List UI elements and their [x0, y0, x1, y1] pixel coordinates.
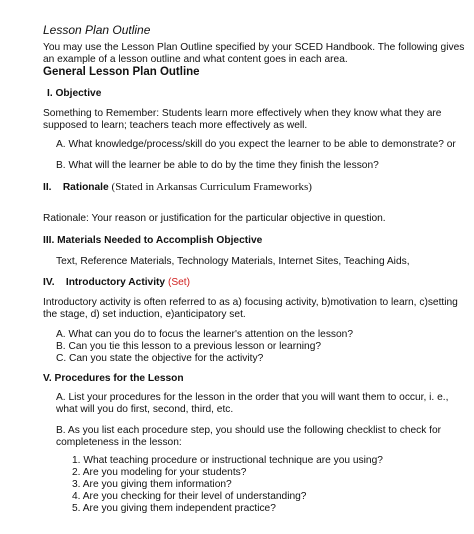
procedures-b-line-2: completeness in the lesson: [56, 437, 182, 448]
checklist-item-1: 1. What teaching procedure or instructional technique are you using? [72, 455, 383, 466]
rationale-text: Rationale: Your reason or justification for the particular objective in question. [43, 213, 386, 224]
objective-item-b: B. What will the learner be able to do by the time they finish the lesson? [56, 160, 379, 171]
general-heading: General Lesson Plan Outline [43, 66, 200, 78]
procedures-b-line-1: B. As you list each procedure step, you should use the following checklist to check for [56, 425, 442, 436]
procedures-a-line-1: A. List your procedures for the lesson in the order that you will want them to occur, i. e., [56, 392, 449, 403]
rationale-number: II. [43, 182, 52, 193]
materials-heading: III. Materials Needed to Accomplish Objective [43, 235, 263, 246]
objective-remember-line-2: supposed to learn; teachers teach more effectively as well. [43, 120, 308, 131]
introductory-number: IV. [43, 277, 55, 288]
checklist-item-4: 4. Are you checking for their level of understanding? [72, 491, 307, 502]
procedures-a-line-2: what will you do first, second, third, etc. [56, 404, 234, 415]
introductory-heading [43, 277, 190, 289]
introductory-set: (Set) [167, 277, 191, 288]
checklist-item-3: 3. Are you giving them information? [72, 479, 232, 490]
intro-line-2: an example of a lesson outline and what content goes in each area. [43, 54, 348, 65]
rationale-label: Rationale [62, 182, 109, 193]
checklist-item-2: 2. Are you modeling for your students? [72, 467, 247, 478]
introductory-item-b: B. Can you tie this lesson to a previous lesson or learning? [56, 341, 322, 352]
objective-item-a: A. What knowledge/process/skill do you expect the learner to be able to demonstrate? or [56, 139, 456, 150]
checklist-item-5: 5. Are you giving them independent practice? [72, 503, 276, 514]
introductory-item-a: A. What can you do to focus the learner's attention on the lesson? [56, 329, 353, 340]
rationale-note: (Stated in Arkansas Curriculum Frameworks) [111, 181, 312, 193]
materials-text: Text, Reference Materials, Technology Materials, Internet Sites, Teaching Aids, [56, 256, 410, 267]
introductory-text-line-1: Introductory activity is often referred to as a) focusing activity, b)motivation to learn, c)setting [43, 297, 458, 308]
introductory-text-line-2: the stage, d) set induction, e)anticipatory set. [43, 309, 246, 320]
intro-line-1: You may use the Lesson Plan Outline specified by your SCED Handbook. The following gives [43, 42, 465, 53]
document-title: Lesson Plan Outline [43, 23, 151, 37]
procedures-heading: V. Procedures for the Lesson [43, 373, 184, 384]
objective-remember-line-1: Something to Remember: Students learn more effectively when they know what they are [43, 108, 442, 119]
introductory-item-c: C. Can you state the objective for the activity? [56, 353, 264, 364]
objective-heading: I. Objective [47, 88, 102, 99]
rationale-heading [43, 181, 312, 194]
introductory-label: Introductory Activity [65, 277, 166, 288]
